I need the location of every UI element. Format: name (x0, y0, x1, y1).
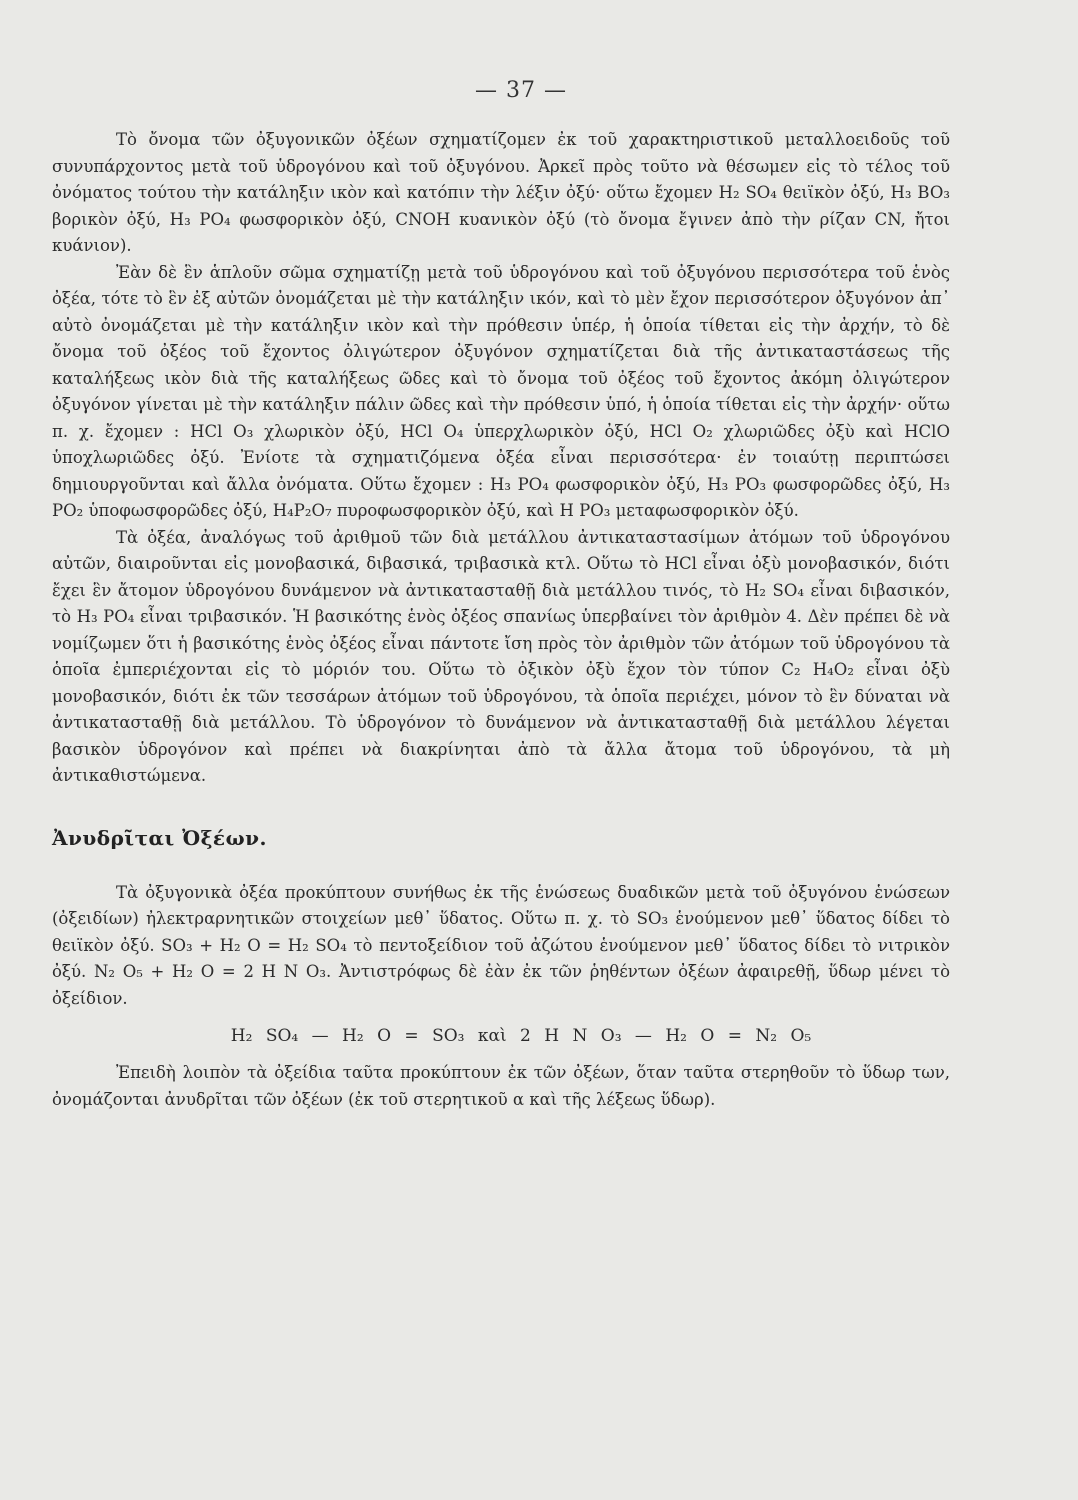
paragraph-basicity: Τὰ ὀξέα, ἀναλόγως τοῦ ἀριθμοῦ τῶν διὰ μετάλλου ἀντικαταστασίμων ἀτόμων τοῦ ὑδρογόνου αὐτῶν, διαιροῦνται εἰς μονοβασικά, διβασικά, τριβασικὰ κτλ. Οὕτω τὸ HCl εἶναι ὀξὺ μονοβασικόν, διότι ἔχει ἓν ἄτομον ὑδρογόνου δυνάμενον νὰ ἀντικατασταθῇ διὰ μετάλλου τινός, τὸ H₂ SO₄ εἶναι διβασικόν, τὸ H₃ PO₄ εἶναι τριβασικόν. Ἡ βασικότης ἑνὸς ὀξέος σπανίως ὑπερβαίνει τὸν ἀριθμὸν 4. Δὲν πρέπει δὲ νὰ νομίζωμεν ὅτι ἡ βασικότης ἑνὸς ὀξέος εἶναι πάντοτε ἴση πρὸς τὸν ἀριθμὸν τῶν ἀτόμων τοῦ ὑδρογόνου τὰ ὁποῖα ἐμπεριέχονται εἰς τὸ μόριόν του. Οὕτω τὸ ὀξικὸν ὀξὺ ἔχον τὸν τύπον C₂ H₄O₂ εἶναι ὀξὺ μονοβασικόν, διότι ἐκ τῶν τεσσάρων ἀτόμων τοῦ ὑδρογόνου, τὰ ὁποῖα περιέχει, μόνον τὸ ἓν δύναται νὰ ἀντικατασταθῇ διὰ μετάλλου. Τὸ ὑδρογόνον τὸ δυνάμενον νὰ ἀντικατασταθῇ διὰ μετάλλου λέγεται βασικὸν ὑδρογόνον καὶ πρέπει νὰ διακρίνηται ἀπὸ τὰ ἄλλα ἄτομα τοῦ ὑδρογόνου, τὰ μὴ ἀντικαθιστώμενα. (52, 527, 950, 785)
paragraph-acid-naming: Τὸ ὄνομα τῶν ὀξυγονικῶν ὀξέων σχηματίζομεν ἐκ τοῦ χαρακτηριστικοῦ μεταλλοειδοῦς τοῦ συνυπάρχοντος μετὰ τοῦ ὑδρογόνου καὶ τοῦ ὀξυγόνου. Ἀρκεῖ πρὸς τοῦτο νὰ θέσωμεν εἰς τὸ τέλος τοῦ ὀνόματος τούτου τὴν κατάληξιν ικὸν καὶ κατόπιν τὴν λέξιν ὀξύ· οὕτω ἔχομεν H₂ SO₄ θειϊκὸν ὀξύ, H₃ BO₃ βορικὸν ὀξύ, H₃ PO₄ φωσφορικὸν ὀξύ, CNOH κυανικὸν ὀξύ (τὸ ὄνομα ἔγινεν ἀπὸ τὴν ρίζαν CN, ἤτοι κυάνιον). (52, 130, 950, 255)
page-number: — 37 — (475, 78, 567, 103)
section-heading: Ἀνυδρῖται Ὀξέων. (52, 825, 267, 850)
equation-line: H₂ SO₄ — H₂ O = SO₃ καὶ 2 H N O₃ — H₂ O = N₂ O₅ (230, 1026, 812, 1046)
paragraph-oxyacids-formation: Τὰ ὀξυγονικὰ ὀξέα προκύπτουν συνήθως ἐκ τῆς ἑνώσεως δυαδικῶν μετὰ τοῦ ὀξυγόνου ἑνώσεων (ὀξειδίων) ἠλεκτραρνητικῶν στοιχείων μεθ᾽ ὕδατος. Οὕτω π. χ. τὸ SO₃ ἑνούμενον μεθ᾽ ὕδατος δίδει τὸ θειϊκὸν ὀξύ. SO₃ + H₂ O = H₂ SO₄ τὸ πεντοξείδιον τοῦ ἀζώτου ἑνούμενον μεθ᾽ ὕδατος δίδει τὸ νιτρικὸν ὀξύ. N₂ O₅ + H₂ O = 2 H N O₃. Ἀντιστρόφως δὲ ἐὰν ἐκ τῶν ῥηθέντων ὀξέων ἀφαιρεθῇ, ὕδωρ μένει τὸ ὀξείδιον. (52, 882, 950, 1008)
paragraph-multiple-acids: Ἐὰν δὲ ἓν ἁπλοῦν σῶμα σχηματίζῃ μετὰ τοῦ ὑδρογόνου καὶ τοῦ ὀξυγόνου περισσότερα τοῦ ἑνὸς ὀξέα, τότε τὸ ἓν ἐξ αὐτῶν ὀνομάζεται μὲ τὴν κατάληξιν ικόν, καὶ τὸ μὲν ἔχον περισσότερον ὀξυγόνον ἀπ᾽ αὐτὸ ὀνομάζεται μὲ τὴν κατάληξιν ικὸν καὶ τὴν πρόθεσιν ὑπέρ, ἡ ὁποία τίθεται εἰς τὴν ἀρχήν, τὸ δὲ ὄνομα τοῦ ὀξέος τοῦ ἔχοντος ὀλιγώτερον ὀξυγόνον σχηματίζεται διὰ τῆς ἀντικαταστάσεως τῆς καταλήξεως ικὸν διὰ τῆς καταλήξεως ῶδες καὶ τὸ ὄνομα τοῦ ὀξέος τοῦ ἔχοντος ἀκόμη ὀλιγώτερον ὀξυγόνον γίνεται μὲ τὴν κατάληξιν πάλιν ῶδες καὶ τὴν πρόθεσιν ὑπό, ἡ ὁποία τίθεται εἰς τὴν ἀρχήν· οὕτω π. χ. ἔχομεν : HCl O₃ χλωρικὸν ὀξύ, HCl O₄ ὑπερχλωρικὸν ὀξύ, HCl O₂ χλωριῶδες ὀξὺ καὶ HClO ὑποχλωριῶδες ὀξύ. Ἐνίοτε τὰ σχηματιζόμενα ὀξέα εἶναι περισσότερα· ἐν τοιαύτῃ περιπτώσει δημιουργοῦνται καὶ ἄλλα ὀνόματα. Οὕτω ἔχομεν : H₃ PO₄ φωσφορικὸν ὀξύ, H₃ PO₃ φωσφορῶδες ὀξύ, H₃ PO₂ ὑποφωσφορῶδες ὀξύ, H₄P₂O₇ πυροφωσφορικὸν ὀξύ, καὶ H PO₃ μεταφωσφορικὸν ὀξύ. (52, 262, 950, 520)
paragraph-anhydrides: Ἐπειδὴ λοιπὸν τὰ ὀξείδια ταῦτα προκύπτουν ἐκ τῶν ὀξέων, ὅταν ταῦτα στερηθοῦν τὸ ὕδωρ των, ὀνομάζονται ἀνυδρῖται τῶν ὀξέων (ἐκ τοῦ στερητικοῦ α καὶ τῆς λέξεως ὕδωρ). (52, 1063, 950, 1109)
